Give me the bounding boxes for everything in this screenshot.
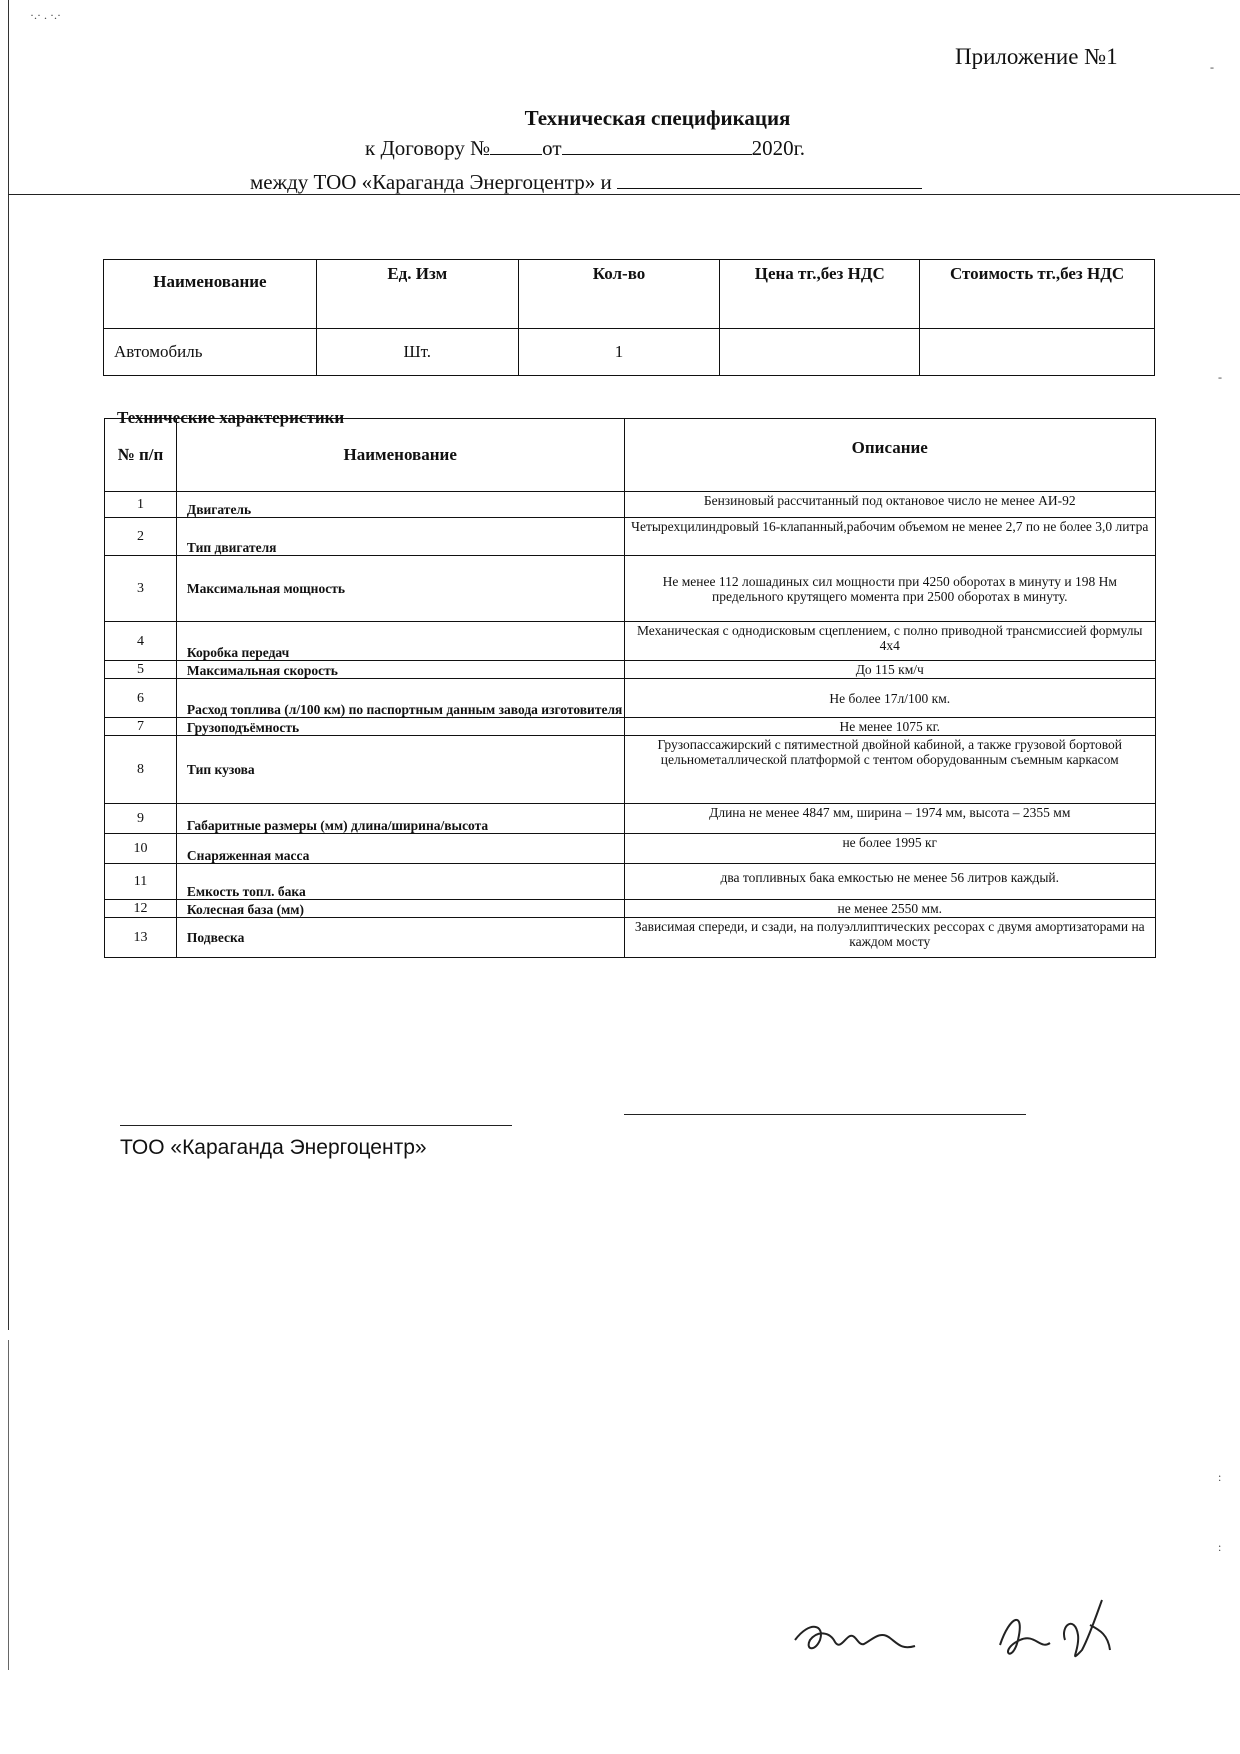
item-total (920, 329, 1155, 376)
row-number: 10 (105, 834, 177, 864)
order-table-header (104, 260, 1155, 329)
row-number: 7 (105, 718, 177, 736)
row-description: Грузопассажирский с пятиместной двойной кабиной, а также грузовой бортовой цельнометаллической платформой с тентом оборудованным съемным каркасом (624, 736, 1156, 804)
row-description: два топливных бака емкостью не менее 56 литров каждый. (624, 864, 1156, 900)
item-name: Автомобиль (104, 329, 317, 376)
parties-line: между ТОО «Караганда Энергоцентр» и (250, 170, 922, 195)
row-name: Максимальная скорость (176, 661, 624, 679)
header-unit: Ед. Изм (316, 260, 518, 329)
contract-number-blank (490, 136, 542, 155)
table-row (105, 918, 1156, 958)
document-title: Техническая спецификация (524, 106, 791, 130)
row-name: Емкость топл. бака (176, 864, 624, 900)
specs-table (104, 418, 1156, 958)
item-unit: Шт. (316, 329, 518, 376)
row-number: 4 (105, 622, 177, 661)
table-row (105, 736, 1156, 804)
table-row (105, 864, 1156, 900)
row-description: не более 1995 кг (624, 834, 1156, 864)
table-row (105, 661, 1156, 679)
row-description: До 115 км/ч (624, 661, 1156, 679)
row-description: Бензиновый рассчитанный под октановое число не менее АИ-92 (624, 492, 1156, 518)
header-total: Стоимость тг.,без НДС (920, 260, 1155, 329)
handwritten-initials (990, 1595, 1130, 1675)
row-description: Не более 17л/100 км. (624, 679, 1156, 718)
row-number: 3 (105, 556, 177, 622)
scan-margin-line (8, 0, 9, 1330)
scan-margin-line (8, 1340, 9, 1670)
row-number: 12 (105, 900, 177, 918)
row-number: 9 (105, 804, 177, 834)
row-name: Коробка передач (176, 622, 624, 661)
row-name: Тип двигателя (176, 518, 624, 556)
header-name: Наименование (104, 260, 317, 329)
row-description: Длина не менее 4847 мм, ширина – 1974 мм, высота – 2355 мм (624, 804, 1156, 834)
header-name: Наименование (176, 419, 624, 492)
contract-date-blank (562, 136, 752, 155)
row-description: Не менее 112 лошадиных сил мощности при 4250 оборотах в минуту и 198 Нм предельного крутящего момента при 2500 оборотах в минуту. (624, 556, 1156, 622)
row-name: Тип кузова (176, 736, 624, 804)
specs-heading: Технические характеристики (117, 408, 345, 427)
row-number: 8 (105, 736, 177, 804)
contract-line: к Договору № от 2020г. (365, 136, 806, 160)
specs-table-header (105, 419, 1156, 492)
table-row (105, 492, 1156, 518)
scan-noise: : (1218, 1540, 1222, 1554)
scan-noise: - (1218, 370, 1222, 384)
table-row (105, 804, 1156, 834)
header-price: Цена тг.,без НДС (720, 260, 920, 329)
header-description: Описание (624, 419, 1156, 492)
row-number: 6 (105, 679, 177, 718)
row-name: Снаряженная масса (176, 834, 624, 864)
row-name: Максимальная мощность (176, 556, 624, 622)
annex-label: Приложение №1 (955, 44, 1118, 69)
row-number: 13 (105, 918, 177, 958)
table-row (104, 329, 1155, 376)
row-name: Колесная база (мм) (176, 900, 624, 918)
table-row (105, 622, 1156, 661)
row-number: 11 (105, 864, 177, 900)
left-party-name: ТОО «Караганда Энергоцентр» (120, 1136, 427, 1159)
signature-line-right (624, 1114, 1026, 1115)
table-row (105, 834, 1156, 864)
row-name: Подвеска (176, 918, 624, 958)
row-name: Двигатель (176, 492, 624, 518)
row-description: Не менее 1075 кг. (624, 718, 1156, 736)
order-table (103, 259, 1155, 376)
row-number: 1 (105, 492, 177, 518)
item-qty: 1 (518, 329, 720, 376)
item-price (720, 329, 920, 376)
row-name: Габаритные размеры (мм) длина/ширина/высота (176, 804, 624, 834)
row-number: 5 (105, 661, 177, 679)
counterparty-blank (617, 170, 922, 189)
scan-noise: : (1218, 1470, 1222, 1484)
table-row (105, 556, 1156, 622)
scan-noise: ·.· . ·.· (30, 8, 61, 22)
row-number: 2 (105, 518, 177, 556)
table-row (105, 900, 1156, 918)
row-description: Четырехцилиндровый 16-клапанный,рабочим объемом не менее 2,7 по не более 3,0 литра (624, 518, 1156, 556)
row-description: не менее 2550 мм. (624, 900, 1156, 918)
row-description: Зависимая спереди, и сзади, на полуэллиптических рессорах с двумя амортизаторами на каждом мосту (624, 918, 1156, 958)
signature-line-left (120, 1125, 512, 1126)
row-name: Грузоподъёмность (176, 718, 624, 736)
scan-noise: - (1210, 60, 1214, 74)
table-row (105, 679, 1156, 718)
header-number: № п/п (105, 419, 177, 492)
header-qty: Кол-во (518, 260, 720, 329)
row-description: Механическая с однодисковым сцеплением, с полно приводной трансмиссией формулы 4х4 (624, 622, 1156, 661)
row-name: Расход топлива (л/100 км) по паспортным данным завода изготовителя (176, 679, 624, 718)
handwritten-signature (790, 1600, 940, 1670)
table-row (105, 518, 1156, 556)
table-row (105, 718, 1156, 736)
